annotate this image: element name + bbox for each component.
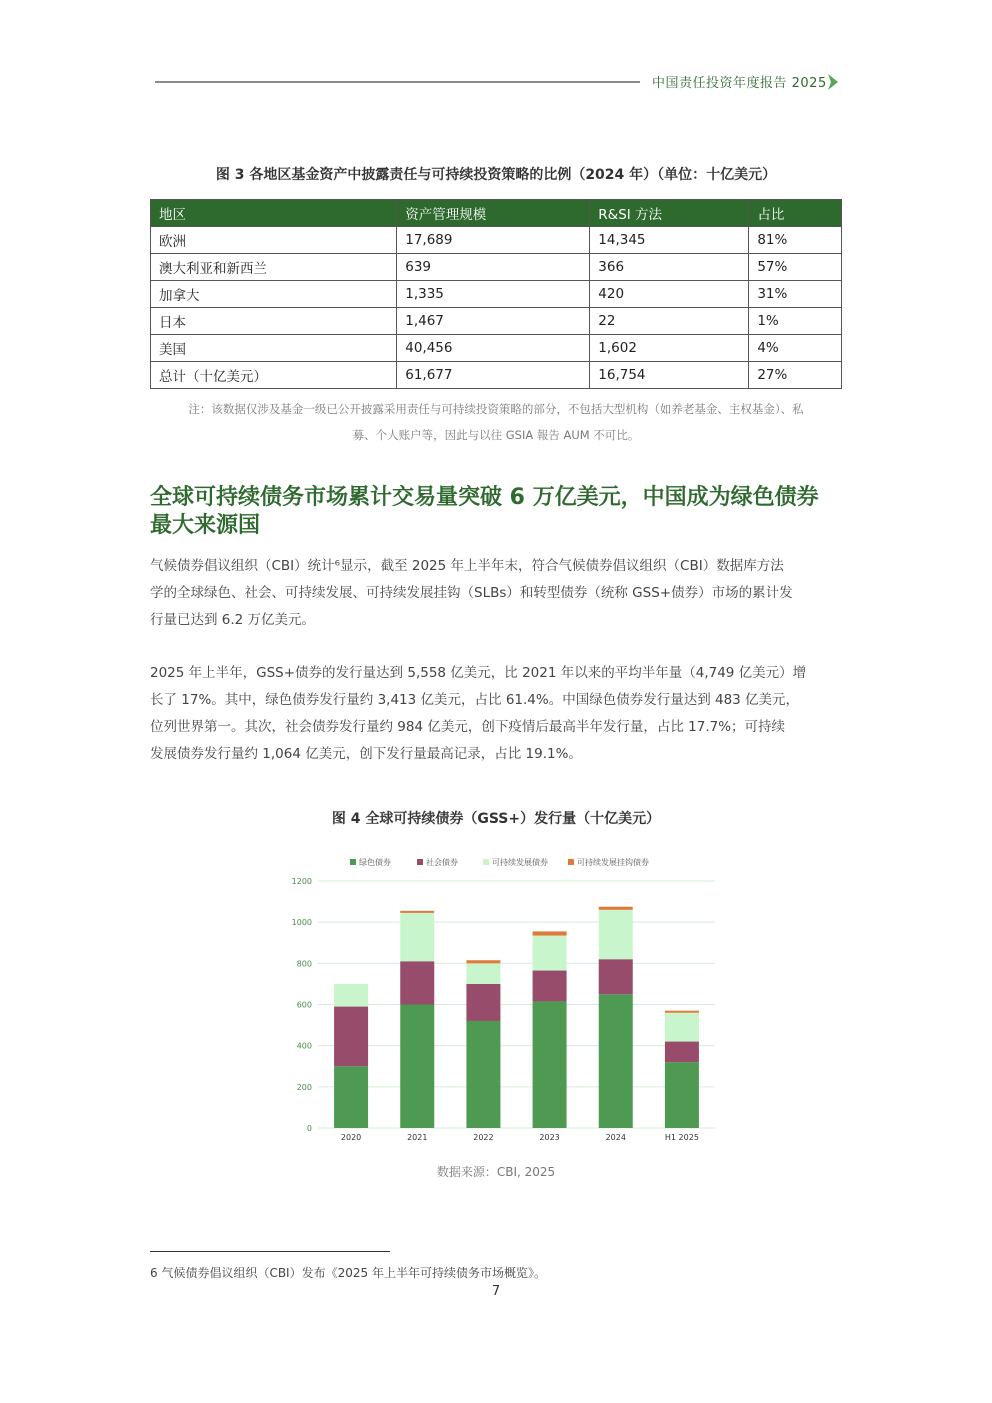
column-header-share: 占比: [749, 200, 842, 227]
table-note-line-1: 注：该数据仅涉及基金一级已公开披露采用责任与可持续投资策略的部分，不包括大型机构（如养老基金、主权基金）、私: [188, 402, 804, 416]
paragraph-line: 学的全球绿色、社会、可持续发展、可持续发展挂钩（SLBs）和转型债券（统称 GSS+债券）市场的累计发: [150, 585, 793, 601]
column-header-region: 地区: [151, 200, 397, 227]
table-cell: 17,689: [397, 227, 590, 254]
table-cell: 61,677: [397, 362, 590, 389]
table-cell: 81%: [749, 227, 842, 254]
chevron-right-icon: [826, 72, 840, 92]
y-tick-label: 800: [296, 959, 312, 969]
y-tick-label: 200: [296, 1082, 312, 1092]
table-cell: 31%: [749, 281, 842, 308]
paragraph-line: 行量已达到 6.2 万亿美元。: [150, 612, 316, 628]
legend-swatch: [417, 859, 423, 865]
table-cell: 639: [397, 254, 590, 281]
bar-segment: [400, 913, 434, 961]
table-cell: 27%: [749, 362, 842, 389]
table-row: [151, 362, 842, 389]
section-heading: [150, 484, 850, 540]
y-tick-label: 1200: [291, 877, 312, 886]
table-cell: 16,754: [590, 362, 749, 389]
table-cell: 总计（十亿美元）: [151, 362, 397, 389]
table-cell: 22: [590, 308, 749, 335]
table-caption: 图 3 各地区基金资产中披露责任与可持续投资策略的比例（2024 年）（单位：十亿美元）: [215, 167, 777, 183]
bar-segment: [466, 963, 500, 984]
table-cell: 澳大利亚和新西兰: [151, 254, 397, 281]
bar-segment: [400, 961, 434, 1004]
bar-segment: [466, 984, 500, 1021]
gss-bond-issuance-chart: [283, 845, 723, 1155]
x-tick-label: 2024: [605, 1133, 626, 1142]
header-title: 中国责任投资年度报告 2025: [652, 76, 827, 91]
bar-segment: [599, 959, 633, 994]
bar-segment: [665, 1062, 699, 1128]
bar-segment: [599, 910, 633, 959]
chart-title: 图 4 全球可持续债券（GSS+）发行量（十亿美元）: [331, 811, 661, 827]
region-assets-table: [150, 199, 842, 389]
footnote: 6 气候债券倡议组织（CBI）发布《2025 年上半年可持续债务市场概览》。: [150, 1266, 546, 1280]
legend-swatch: [568, 859, 574, 865]
legend-swatch: [483, 859, 489, 865]
bar-segment: [400, 1005, 434, 1129]
table-cell: 日本: [151, 308, 397, 335]
table-cell: 4%: [749, 335, 842, 362]
y-tick-label: 600: [296, 1000, 312, 1010]
table-cell: 14,345: [590, 227, 749, 254]
bar-segment: [334, 1066, 368, 1128]
section-heading-line-2: 最大来源国: [150, 513, 261, 538]
footnote-rule: [150, 1251, 390, 1252]
section-heading-line-1: 全球可持续债务市场累计交易量突破 6 万亿美元，中国成为绿色债券: [150, 485, 819, 510]
bar-segment: [334, 1007, 368, 1067]
legend-label: 社会债券: [426, 858, 458, 867]
bar-segment: [533, 971, 567, 1002]
bar-segment: [665, 1042, 699, 1063]
x-tick-label: 2021: [407, 1133, 428, 1142]
bar-segment: [599, 907, 633, 910]
table-cell: 57%: [749, 254, 842, 281]
paragraph-1: [150, 553, 842, 634]
table-cell: 1,602: [590, 335, 749, 362]
table-cell: 欧洲: [151, 227, 397, 254]
bar-segment: [533, 931, 567, 935]
bar-segment: [533, 1001, 567, 1128]
table-row: [151, 281, 842, 308]
legend-label: 绿色债券: [359, 858, 391, 867]
table-cell: 1%: [749, 308, 842, 335]
page-number: 7: [491, 1284, 501, 1299]
bar-segment: [599, 994, 633, 1128]
legend-swatch: [350, 859, 356, 865]
column-header-rsi: R&SI 方法: [590, 200, 749, 227]
legend-label: 可持续发展挂钩债券: [577, 858, 649, 867]
table-cell: 420: [590, 281, 749, 308]
y-tick-label: 1000: [291, 918, 312, 928]
table-cell: 加拿大: [151, 281, 397, 308]
bar-segment: [665, 1013, 699, 1042]
paragraph-line: 发展债券发行量约 1,064 亿美元，创下发行量最高记录，占比 19.1%。: [150, 746, 582, 762]
table-cell: 40,456: [397, 335, 590, 362]
y-tick-label: 400: [296, 1041, 312, 1051]
x-tick-label: H1 2025: [664, 1133, 699, 1142]
bar-segment: [400, 911, 434, 913]
paragraph-2: [150, 660, 842, 768]
x-tick-label: 2023: [539, 1133, 560, 1142]
legend-label: 可持续发展债券: [492, 858, 548, 867]
table-row: [151, 254, 842, 281]
x-tick-label: 2022: [473, 1133, 494, 1142]
paragraph-line: 2025 年上半年，GSS+债券的发行量达到 5,558 亿美元，比 2021 年以来的平均半年量（4,749 亿美元）增: [150, 665, 807, 681]
table-cell: 美国: [151, 335, 397, 362]
y-tick-label: 0: [306, 1124, 312, 1133]
bar-segment: [466, 1021, 500, 1128]
table-cell: 1,335: [397, 281, 590, 308]
table-row: [151, 335, 842, 362]
header-rule: [155, 81, 640, 83]
column-header-aum: 资产管理规模: [397, 200, 590, 227]
chart-source: 数据来源：CBI, 2025: [436, 1165, 556, 1179]
table-cell: 366: [590, 254, 749, 281]
table-row: [151, 227, 842, 254]
paragraph-line: 长了 17%。其中，绿色债券发行量约 3,413 亿美元，占比 61.4%。中国绿色债券发行量达到 483 亿美元，: [150, 692, 800, 708]
bar-segment: [466, 960, 500, 963]
bar-segment: [665, 1011, 699, 1013]
bar-segment: [334, 984, 368, 1007]
table-header-row: [151, 200, 842, 227]
table-note-line-2: 募、个人账户等，因此与以往 GSIA 報告 AUM 不可比。: [352, 428, 640, 442]
x-tick-label: 2020: [340, 1133, 362, 1142]
table-cell: 1,467: [397, 308, 590, 335]
paragraph-line: 气候债券倡议组织（CBI）统计⁶显示，截至 2025 年上半年末，符合气候债券倡议组织（CBI）数据库方法: [150, 558, 784, 574]
bar-segment: [533, 936, 567, 971]
table-row: [151, 308, 842, 335]
paragraph-line: 位列世界第一。其次，社会债券发行量约 984 亿美元，创下疫情后最高半年发行量，占比 17.7%；可持续: [150, 719, 786, 735]
